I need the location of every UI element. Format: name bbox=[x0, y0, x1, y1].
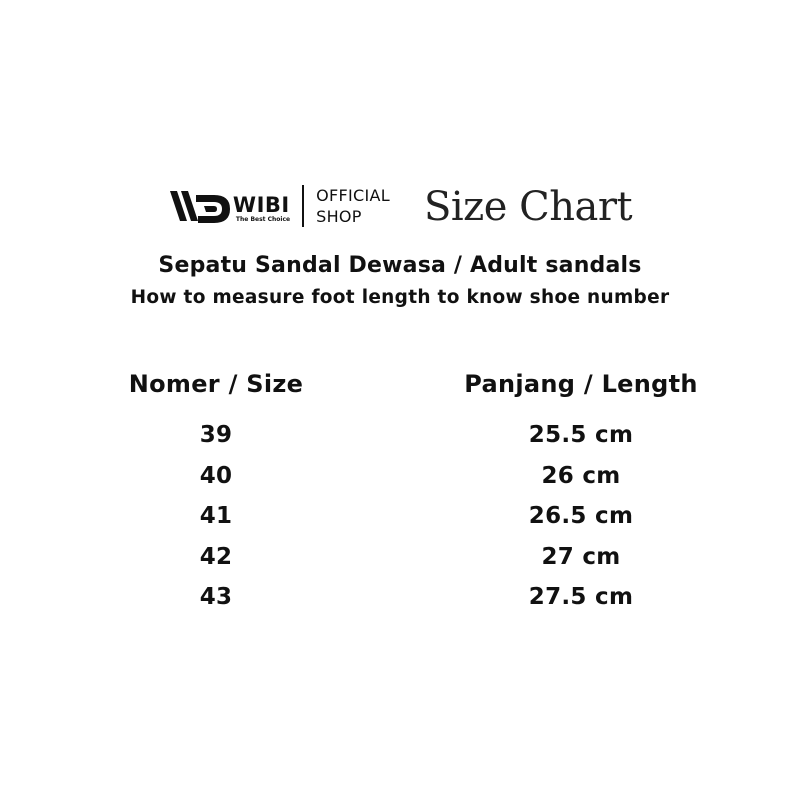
table-row bbox=[0, 422, 800, 463]
brand-wordmark bbox=[233, 194, 290, 223]
length-cell: 25.5 cm bbox=[528, 422, 634, 448]
column-header-length: Panjang / Length bbox=[464, 370, 698, 398]
table-row bbox=[0, 544, 800, 585]
size-cell: 42 bbox=[199, 543, 233, 570]
table-row bbox=[0, 463, 800, 504]
header bbox=[0, 182, 800, 230]
product-subtitle: Sepatu Sandal Dewasa / Adult sandals bbox=[158, 253, 642, 278]
length-cell: 26 cm bbox=[541, 462, 621, 489]
column-header-size: Nomer / Size bbox=[128, 370, 304, 398]
table-row bbox=[0, 503, 800, 544]
official-line-1: OFFICIAL bbox=[316, 186, 390, 205]
official-shop-label bbox=[316, 185, 390, 227]
size-cell: 41 bbox=[199, 503, 233, 529]
length-cell: 27.5 cm bbox=[528, 584, 634, 610]
brand-name: WIBI bbox=[232, 192, 290, 217]
size-cell: 43 bbox=[199, 584, 233, 610]
length-cell: 27 cm bbox=[541, 543, 621, 570]
size-cell: 40 bbox=[199, 462, 233, 489]
page-title: Size Chart bbox=[423, 184, 633, 230]
brand-logo bbox=[168, 183, 290, 229]
table-row bbox=[0, 584, 800, 625]
size-cell: 39 bbox=[199, 422, 233, 448]
size-table bbox=[0, 422, 800, 625]
measure-instruction: How to measure foot length to know shoe number bbox=[130, 287, 670, 308]
brand-tagline: The Best Choice bbox=[235, 215, 291, 223]
logo-divider bbox=[302, 185, 304, 227]
wibi-logo-icon bbox=[168, 183, 232, 229]
length-cell: 26.5 cm bbox=[528, 503, 634, 529]
official-line-2: SHOP bbox=[316, 207, 362, 226]
